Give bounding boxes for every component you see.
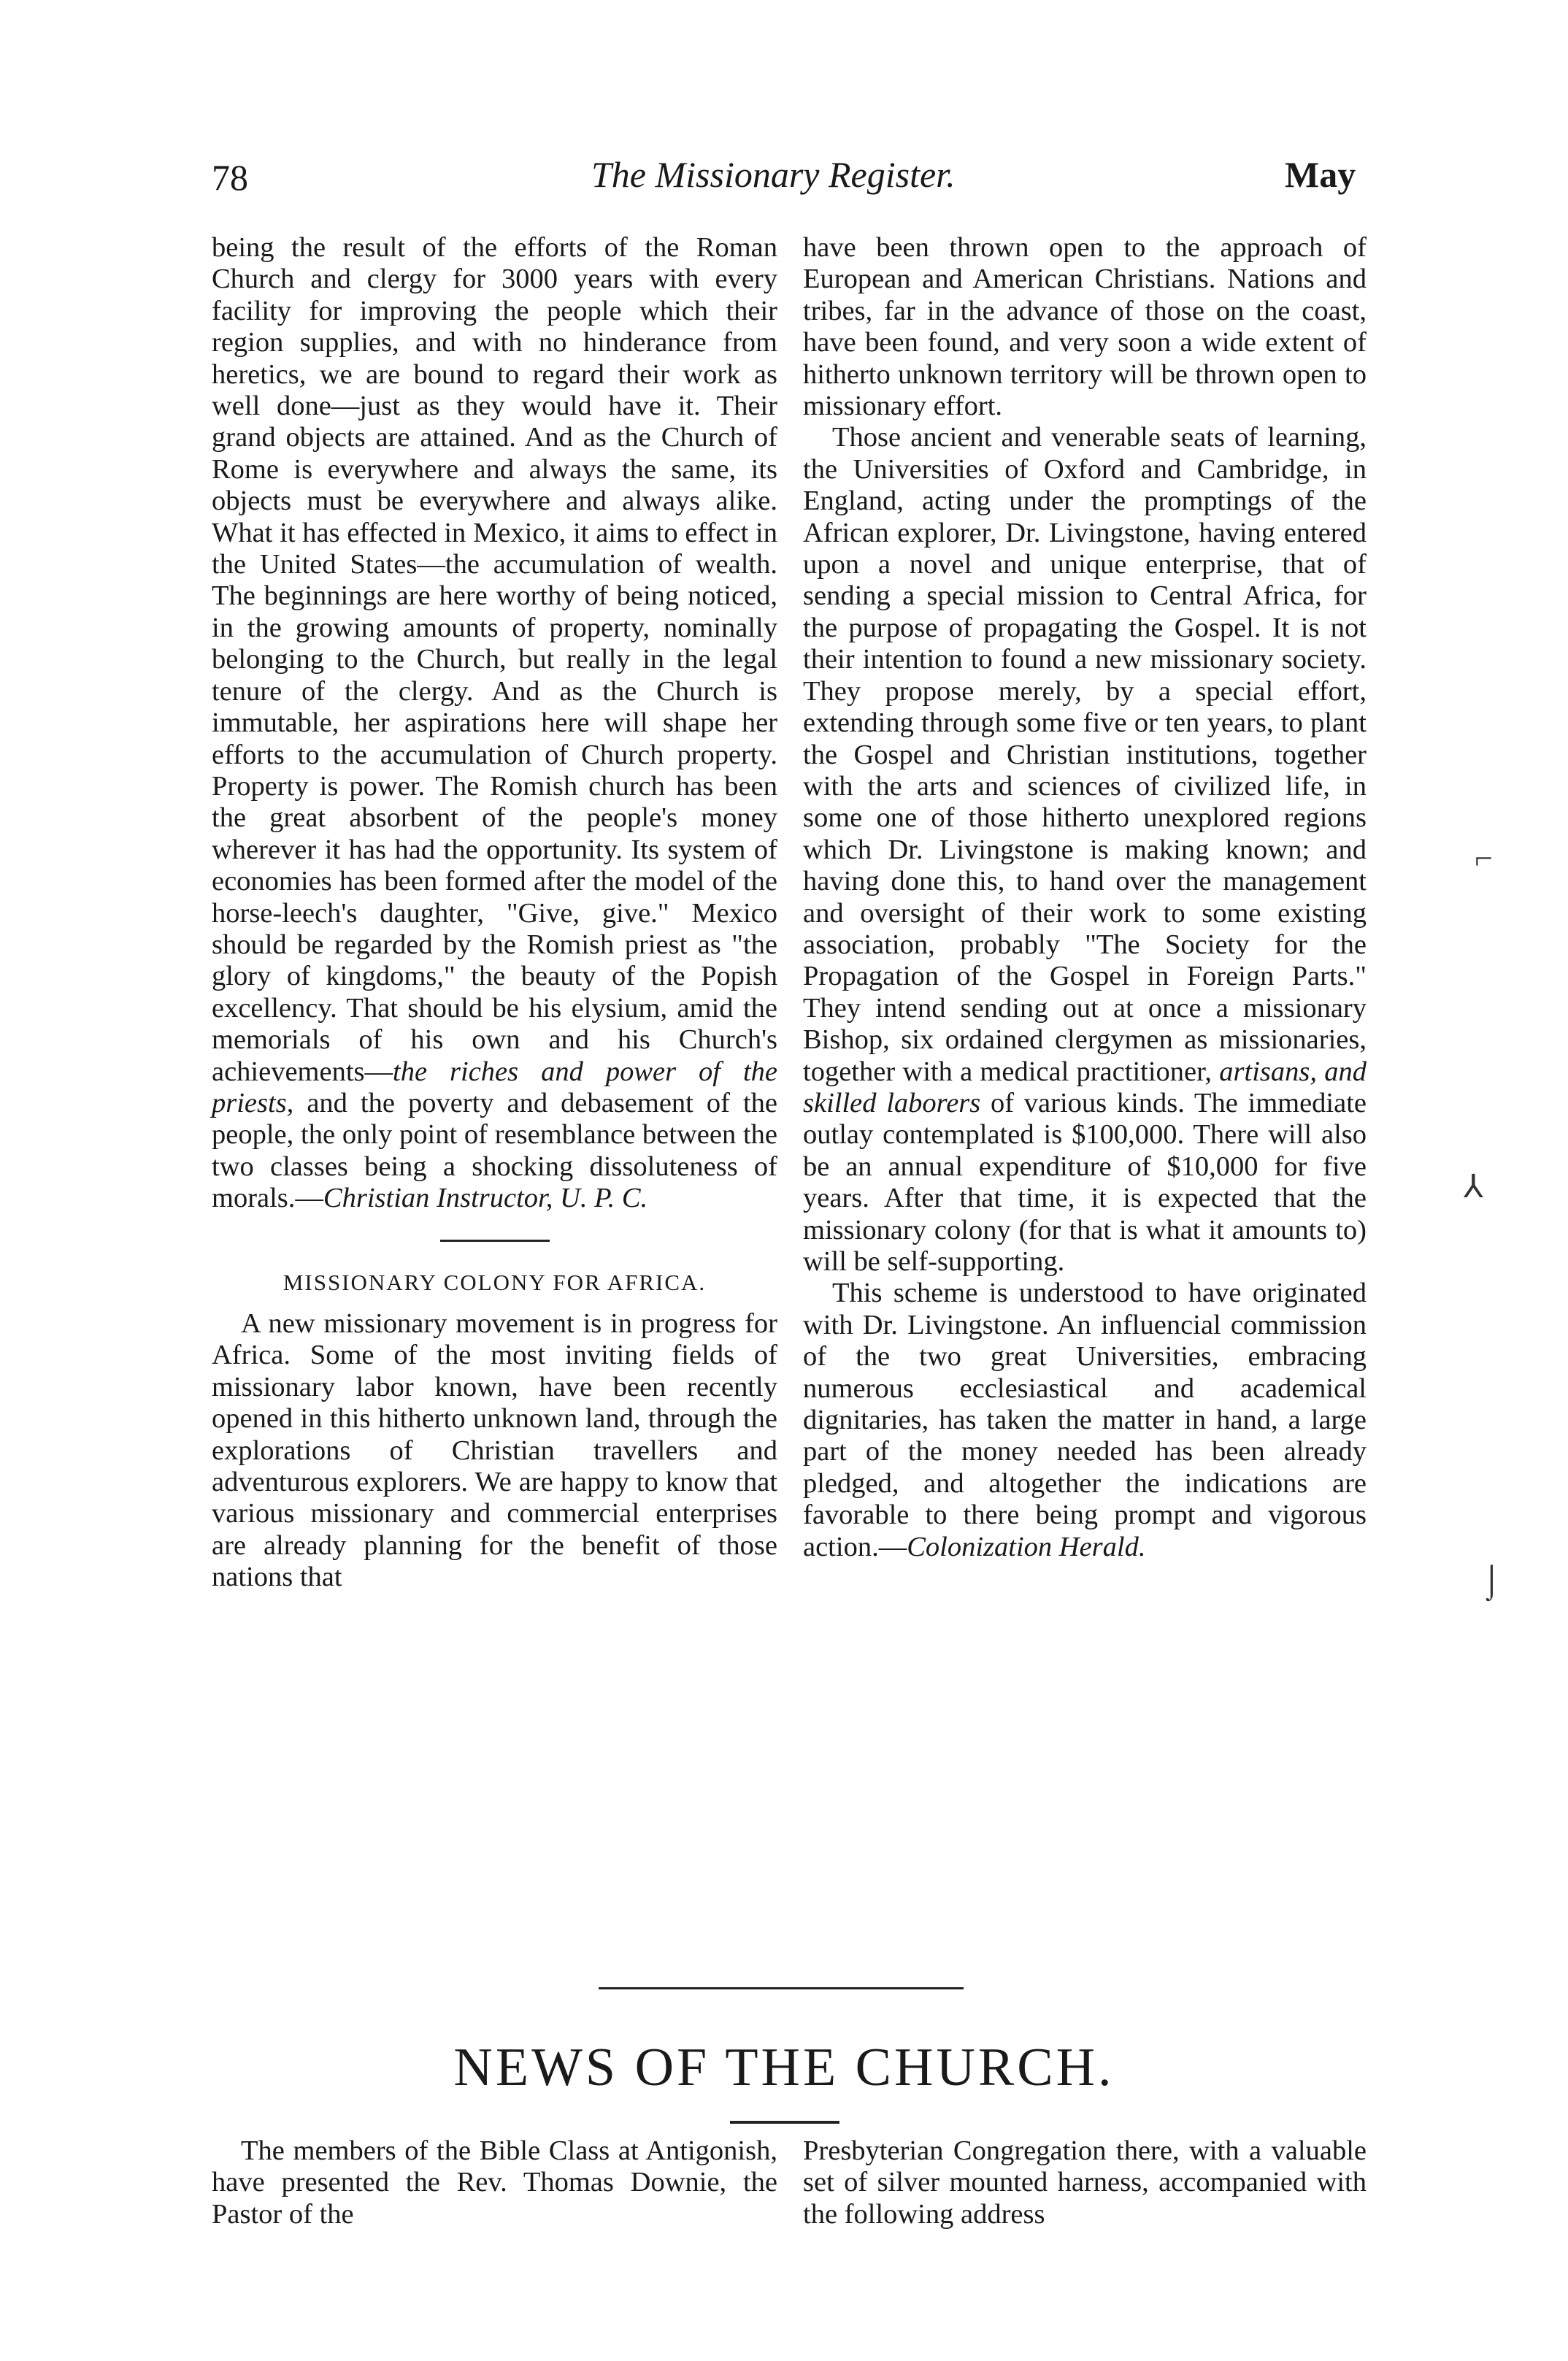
article-text: being the result of the efforts of the Roman Church and clergy for 3000 years with every facility for improving the people which their region supplies, and with no hinderance from heretics, we are bound to regard their work as well done—just as they would have it. Their grand objects are attained. And as the Church of Rome is everywhere and always the same, its objects must be everywhere and always alike. What it has effected in Mexico, it aims to effect in the United States—the accumulation of wealth. The beginnings are here worthy of being noticed, in the growing amounts of property, nominally belonging to the Church, but really in the legal tenure of the clergy. And as the Church is immutable, her aspirations here will shape her efforts to the accumulation of Church property. Property is power. The Romish church has been the great absorbent of the people's money wherever it has had the opportunity. Its system of economies has been formed after the model of the horse-leech's daughter, "Give, give." Mexico should be regarded by the Romish priest as "the glory of kingdoms," the beauty of the Popish excellency. That should be his elysium, amid the memorials of his own and his Church's achievements— — [212, 232, 777, 1087]
month-label: May — [1285, 154, 1356, 195]
article-text: of various kinds. The immediate outlay contemplated is $100,000. There will also be an annual expenditure of $10,000 for five years. After that time, it is expected that the missionary colony (for that is what it amounts to) will be self-supporting. — [803, 1087, 1367, 1277]
divider — [730, 2121, 839, 2124]
news-paragraph: Presbyterian Congregation there, with a valuable set of silver mounted harness, accompanied with the following address — [803, 2135, 1367, 2230]
running-title: The Missionary Register. — [591, 154, 956, 195]
source-citation: Christian Instructor, U. P. C. — [323, 1183, 648, 1214]
left-column — [212, 232, 777, 1594]
article-text: and the poverty and debasement of the people, the only point of resemblance between the two classes being a shocking dissoluteness of morals.— — [212, 1087, 777, 1214]
article-paragraph: have been thrown open to the approach of European and American Christians. Nations and tribes, far in the advance of those on the coast, have been found, and very soon a wide extent of hitherto unknown territory will be thrown open to missionary effort. — [803, 232, 1367, 422]
article-text: This scheme is understood to have originated with Dr. Livingstone. An influencial commission of the two great Universities, embracing numerous ecclesiastical and academical dignitaries, has taken the matter in hand, a large part of the money needed has been already pledged, and altogether the indications are favorable to there being prompt and vigorous action.— — [803, 1278, 1367, 1562]
article-paragraph — [803, 422, 1367, 1278]
margin-mark: ⅄ — [1464, 1169, 1483, 1205]
news-right-column — [803, 2135, 1367, 2230]
source-citation: Colonization Herald. — [907, 1531, 1146, 1562]
italic-phrase: the riches and power of the priests, — [212, 1056, 777, 1118]
article-paragraph — [803, 1278, 1367, 1563]
news-left-column — [212, 2135, 777, 2230]
news-paragraph: The members of the Bible Class at Antigonish, have presented the Rev. Thomas Downie, the Pastor of the — [212, 2135, 777, 2230]
italic-phrase: artisans, and skilled laborers — [803, 1056, 1367, 1118]
news-heading: NEWS OF THE CHURCH. — [453, 2038, 1115, 2097]
page-number: 78 — [212, 157, 248, 198]
margin-mark: ⌐ — [1475, 840, 1493, 876]
section-heading: MISSIONARY COLONY FOR AFRICA. — [283, 1269, 707, 1295]
article-paragraph: A new missionary movement is in progress for Africa. Some of the most inviting fields of missionary labor known, have been recently opened in this hitherto unknown land, through the explorations of Christian travellers and adventurous explorers. We are happy to know that various missionary and commercial enterprises are already planning for the benefit of those nations that — [212, 1308, 777, 1593]
section-divider — [599, 1987, 964, 1989]
article-paragraph — [212, 232, 777, 1215]
right-column — [803, 232, 1367, 1563]
divider — [440, 1240, 550, 1242]
article-text: Those ancient and venerable seats of learning, the Universities of Oxford and Cambridge, in England, acting under the promptings of the African explorer, Dr. Livingstone, having entered upon a novel and unique enterprise, that of sending a special mission to Central Africa, for the purpose of propagating the Gospel. It is not their intention to found a new missionary society. They propose merely, by a special effort, extending through some five or ten years, to plant the Gospel and Christian institutions, together with the arts and sciences of civilized life, in some one of those hitherto unexplored regions which Dr. Livingstone is making known; and having done this, to hand over the management and oversight of their work to some existing association, probably "The Society for the Propagation of the Gospel in Foreign Parts." They intend sending out at once a missionary Bishop, six ordained clergymen as missionaries, together with a medical practitioner, — [803, 422, 1367, 1087]
margin-mark: ⌡ — [1482, 1563, 1502, 1599]
